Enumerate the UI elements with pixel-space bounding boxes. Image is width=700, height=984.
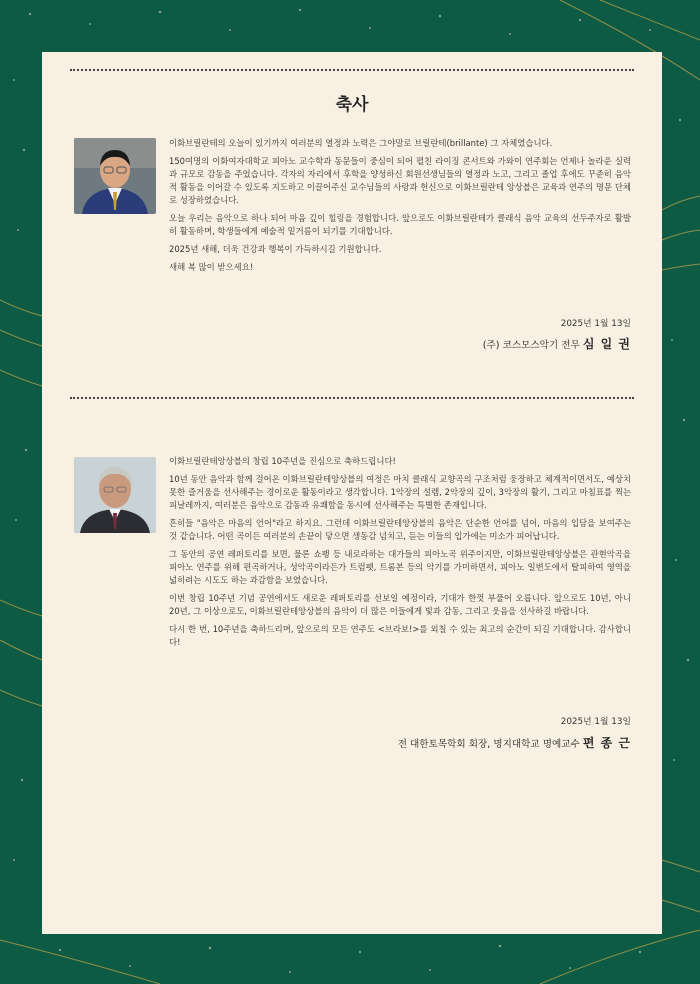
paragraph: 2025년 새해, 더욱 건강과 행복이 가득하시길 기원합니다. xyxy=(169,244,382,254)
paragraph: 150여명의 이화여자대학교 피아노 교수학과 동문들이 중심이 되어 펼친 라이징 콘서트와 가와이 연주회는 언제나 놀라운 실력과 규모로 감동을 주었습니다. 각자의 자리에서 후학을 양성하신 회원선생님들의 열정과 노고, 그리고 졸업 후에도 꾸준히 음악적 활동을 이어갈 수 있도록 지도하고 이끌어주신 교수님들의 사랑과 헌신으로 이화브릴란테 앙상블은 교육과 연주의 명문 단체로 성장하였습니다. xyxy=(169,156,631,205)
message-date: 2025년 1월 13일 xyxy=(560,717,631,727)
paragraph: 10년 동안 음악과 함께 걸어온 이화브릴란테앙상블의 여정은 마치 클래식 교향곡의 구조처럼 웅장하고 체계적이면서도, 예상치 못한 즐거움을 선사해주는 경이로운 활동이라고 생각합니다. 1악장의 설렘, 2악장의 깊이, 3악장의 활기, 그리고 마침표를 찍는 피날레까지, 여러분은 음악으로 감동과 유쾌함을 동시에 선사해주는 특별한 존재입니다. xyxy=(169,474,631,510)
dotted-divider xyxy=(70,69,634,71)
portrait-photo xyxy=(74,138,156,214)
signature-title: 전 대한토목학회 회장, 명지대학교 명예교수 xyxy=(397,739,580,750)
signature xyxy=(398,734,631,751)
signature-name: 심 일 권 xyxy=(582,337,631,351)
dotted-divider xyxy=(70,397,634,399)
signature xyxy=(483,335,631,352)
paragraph: 그 동안의 공연 레퍼토리를 보면, 물론 쇼팽 등 내로라하는 대가들의 피아노곡 위주이지만, 이화브릴란테앙상블은 관현악곡을 피아노 연주를 위해 편곡하거나, 성악곡이라든가 트럼펫, 트롬본 등의 악기를 가미하면서, 피아노 일변도에서 탈피하여 영역을 넓히려는 시도도 하는 과감함을 보였습니다. xyxy=(169,549,631,585)
paragraph: 오늘 우리는 음악으로 하나 되어 마음 깊이 힐링을 경험합니다. 앞으로도 이화브릴란테가 클래식 음악 교육의 선두주자로 활발히 활동하며, 학생들에게 예술적 밑거름이 되기를 기대합니다. xyxy=(169,213,631,236)
paragraph: 새해 복 많이 받으세요! xyxy=(169,262,254,272)
paragraph: 이화브릴란테앙상블의 창립 10주년을 진심으로 축하드립니다! xyxy=(169,456,396,466)
page-title: 축사 xyxy=(335,95,369,115)
portrait-photo xyxy=(74,457,156,533)
paragraph: 이화브릴란테의 오늘이 있기까지 여러분의 열정과 노력은 그야말로 브릴란테(brillante) 그 자체였습니다. xyxy=(169,138,553,148)
signature-name: 편 종 근 xyxy=(582,736,631,750)
message-date: 2025년 1월 13일 xyxy=(560,319,631,329)
message-body xyxy=(169,455,631,654)
paragraph: 이번 창립 10주년 기념 공연에서도 새로운 레퍼토리를 선보일 예정이라, 기대가 한껏 부풀어 오릅니다. 앞으로도 10년, 아니 20년, 그 이상으로도, 이화브릴란테앙상블의 음악이 더 많은 이들에게 빛과 감동, 그리고 웃음을 선사하길 바랍니다. xyxy=(169,593,631,616)
document-page xyxy=(42,52,662,934)
paragraph: 다시 한 번, 10주년을 축하드리며, 앞으로의 모든 연주도 <브라보!>를 외칠 수 있는 최고의 순간이 되길 기대합니다. 감사합니다! xyxy=(169,624,631,647)
message-body xyxy=(169,137,631,279)
signature-title: (주) 코스모스악기 전무 xyxy=(482,340,580,351)
paragraph: 흔히들 "음악은 마음의 언어"라고 하지요. 그런데 이화브릴란테앙상블의 음악은 단순한 언어를 넘어, 마음의 입담을 보여주는 것 같습니다. 어떤 곡이든 여러분의 손끝이 닿으면 생동감 넘치고, 듣는 이들의 입가에는 미소가 피어납니다. xyxy=(169,518,631,541)
